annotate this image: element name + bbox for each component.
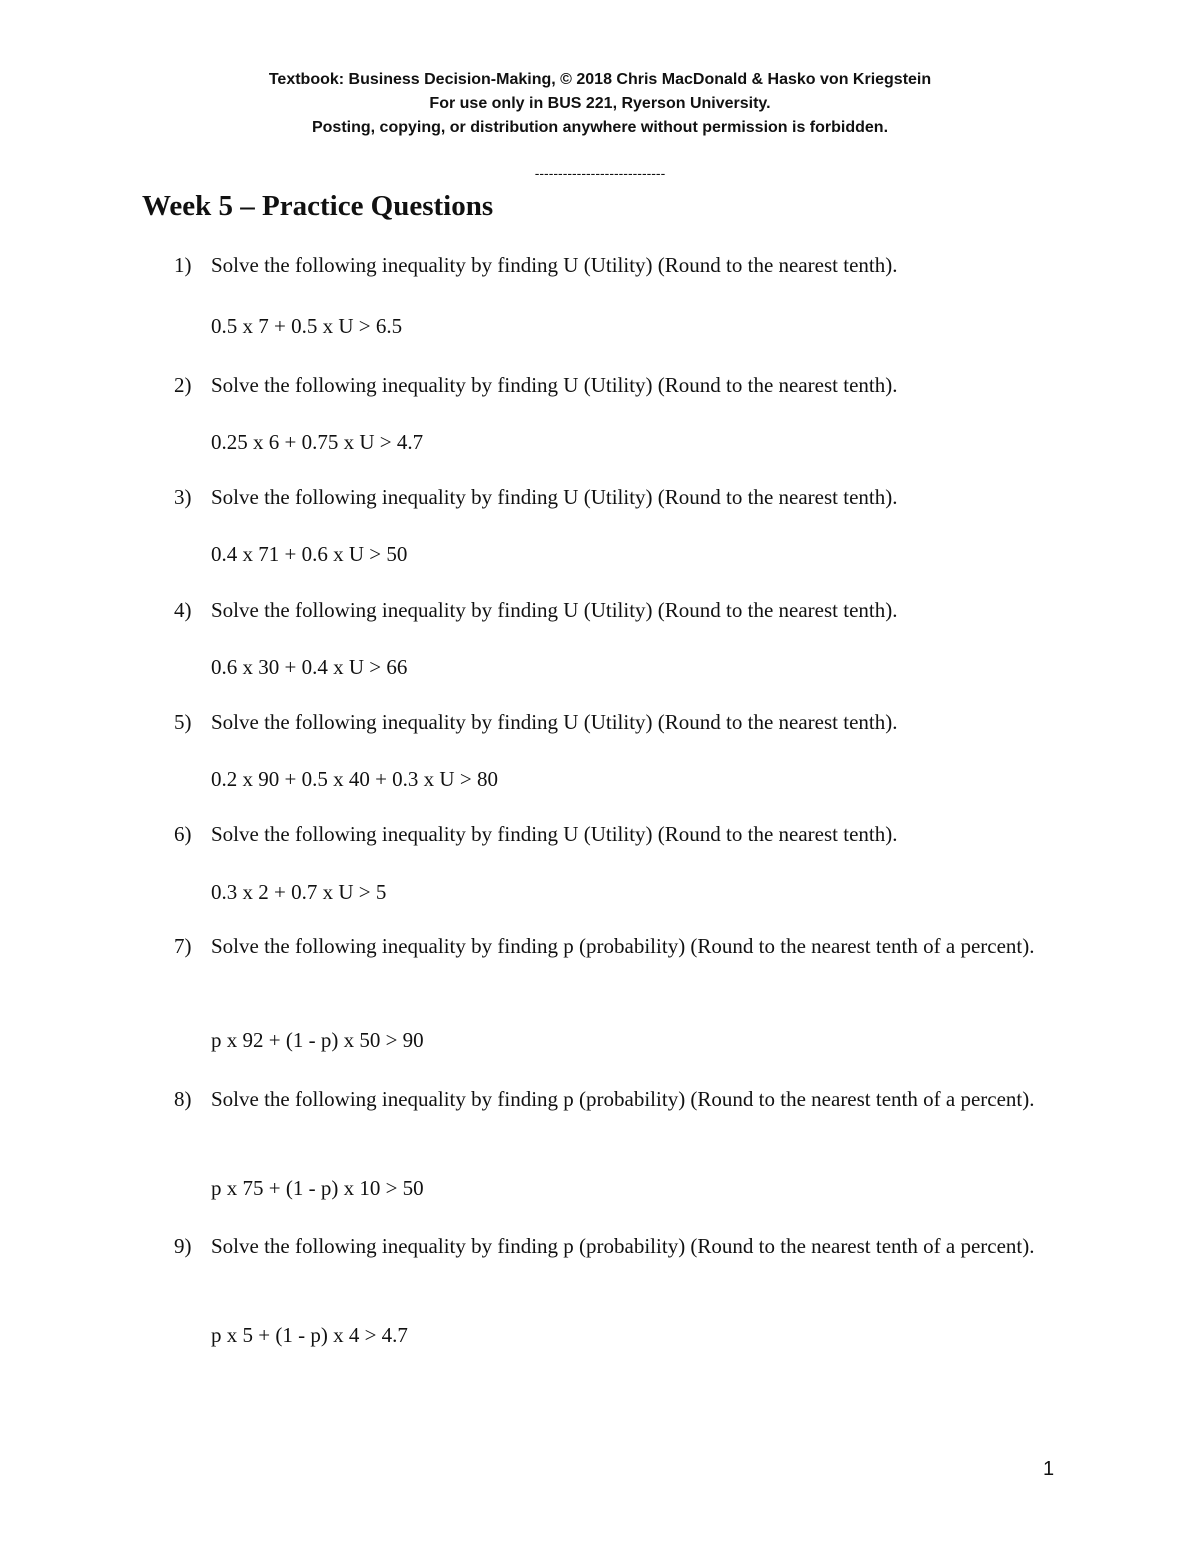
question-number: 9) bbox=[174, 1234, 192, 1258]
header-line-textbook: Textbook: Business Decision-Making, © 2018 Chris MacDonald & Hasko von Kriegstein bbox=[268, 71, 932, 88]
question-number: 3) bbox=[174, 485, 192, 509]
question-number: 2) bbox=[174, 373, 192, 397]
question-equation: p x 75 + (1 - p) x 10 > 50 bbox=[211, 1176, 424, 1200]
question-text: Solve the following inequality by finding U (Utility) (Round to the nearest tenth). bbox=[211, 253, 898, 277]
copyright-header bbox=[0, 68, 1200, 140]
question-number: 4) bbox=[174, 598, 192, 622]
question-number: 5) bbox=[174, 710, 192, 734]
question-number: 7) bbox=[174, 934, 192, 958]
page-title: Week 5 – Practice Questions bbox=[142, 190, 494, 222]
question-text: Solve the following inequality by finding p (probability) (Round to the nearest tenth of a percent). bbox=[211, 1087, 1035, 1111]
question-equation: 0.3 x 2 + 0.7 x U > 5 bbox=[211, 880, 387, 904]
question-text: Solve the following inequality by finding U (Utility) (Round to the nearest tenth). bbox=[211, 373, 898, 397]
question-text: Solve the following inequality by finding p (probability) (Round to the nearest tenth of a percent). bbox=[211, 1234, 1035, 1258]
question-equation: p x 92 + (1 - p) x 50 > 90 bbox=[211, 1028, 424, 1052]
question-number: 6) bbox=[174, 822, 192, 846]
question-text: Solve the following inequality by finding U (Utility) (Round to the nearest tenth). bbox=[211, 822, 898, 846]
header-line-usage: For use only in BUS 221, Ryerson University. bbox=[429, 95, 771, 112]
question-equation: 0.4 x 71 + 0.6 x U > 50 bbox=[211, 542, 408, 566]
question-number: 8) bbox=[174, 1087, 192, 1111]
question-equation: 0.2 x 90 + 0.5 x 40 + 0.3 x U > 80 bbox=[211, 767, 498, 791]
question-text: Solve the following inequality by finding U (Utility) (Round to the nearest tenth). bbox=[211, 710, 898, 734]
header-line-notice: Posting, copying, or distribution anywhere without permission is forbidden. bbox=[311, 119, 889, 136]
question-equation: p x 5 + (1 - p) x 4 > 4.7 bbox=[211, 1323, 408, 1347]
question-equation: 0.5 x 7 + 0.5 x U > 6.5 bbox=[211, 314, 403, 338]
page-number: 1 bbox=[1043, 1458, 1055, 1480]
question-number: 1) bbox=[174, 253, 192, 277]
question-text: Solve the following inequality by finding U (Utility) (Round to the nearest tenth). bbox=[211, 485, 898, 509]
question-equation: 0.25 x 6 + 0.75 x U > 4.7 bbox=[211, 430, 424, 454]
question-equation: 0.6 x 30 + 0.4 x U > 66 bbox=[211, 655, 408, 679]
question-text: Solve the following inequality by finding p (probability) (Round to the nearest tenth of a percent). bbox=[211, 934, 1035, 958]
header-divider: ---------------------------- bbox=[534, 165, 666, 181]
question-text: Solve the following inequality by finding U (Utility) (Round to the nearest tenth). bbox=[211, 598, 898, 622]
